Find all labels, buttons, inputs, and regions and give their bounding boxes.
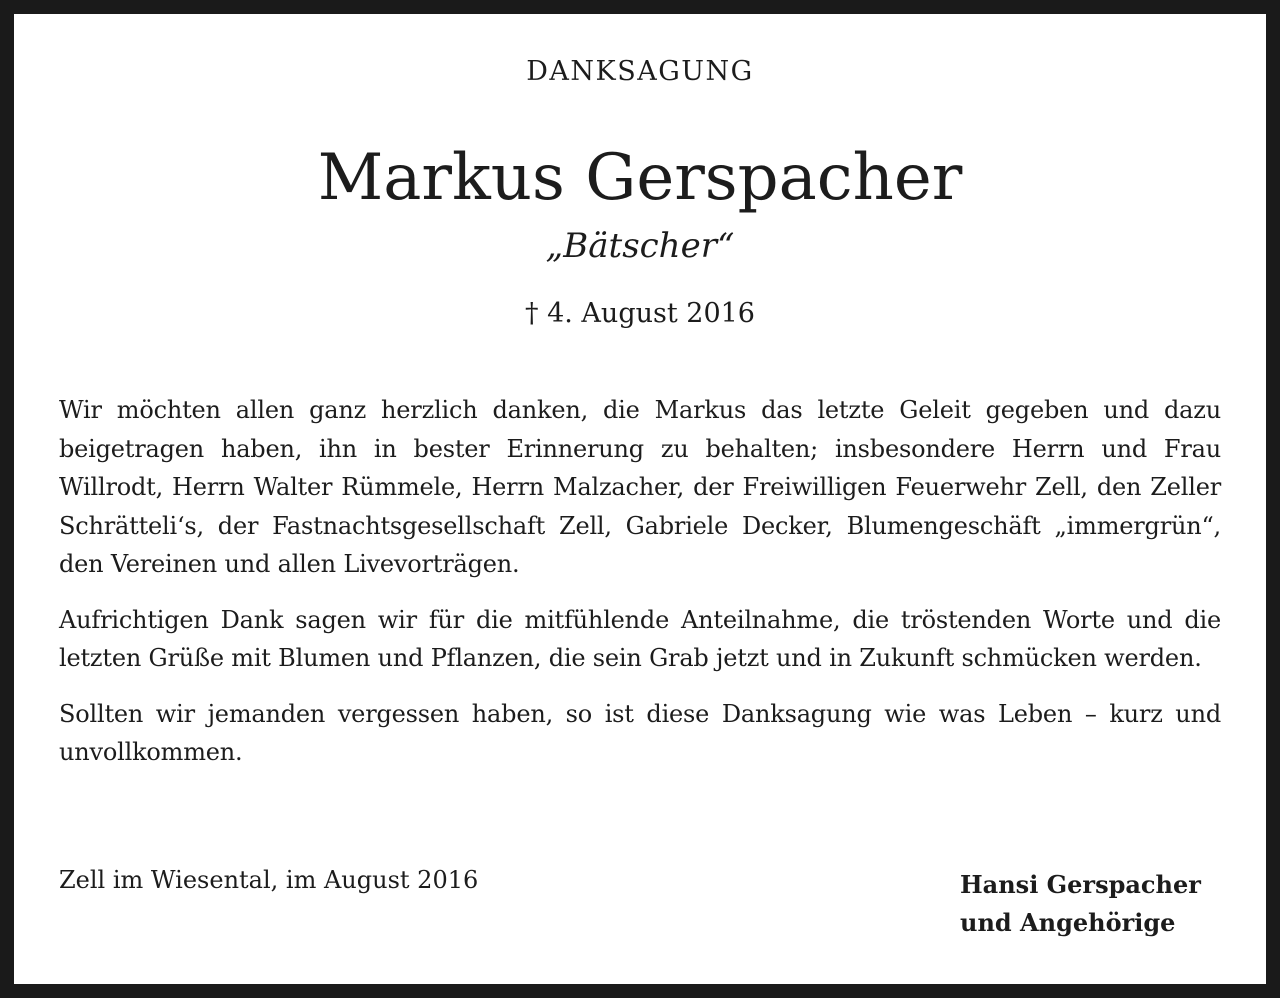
signature-block [960,866,1201,942]
notice-heading: DANKSAGUNG [526,56,754,87]
death-date: † 4. August 2016 [525,298,755,329]
paragraph-3: Sollten wir jemanden vergessen haben, so ist diese Danksagung wie was Leben – kurz und unvollkommen. [59,699,1221,766]
place-and-date: Zell im Wiesental, im August 2016 [59,866,479,894]
deceased-name: Markus Gerspacher [317,141,963,215]
paragraph-2: Aufrichtigen Dank sagen wir für die mitfühlende Anteilnahme, die tröstenden Worte und die letzten Grüße mit Blumen und Pflanzen, die sein Grab jetzt und in Zukunft schmücken werden. [59,605,1221,672]
obituary-notice [14,14,1266,984]
signature-line-1: Hansi Gerspacher [960,870,1201,899]
thank-you-text [59,391,1221,789]
paragraph-1: Wir möchten allen ganz herzlich danken, die Markus das letzte Geleit gegeben und dazu beigetragen haben, ihn in bester Erinnerung zu behalten; insbesondere Herrn und Frau Willrodt, Herrn Walter Rümmele, Herrn Malzacher, der Freiwilligen Feuerwehr Zell, den Zeller Schrätteli‘s, der Fastnachtsgesellschaft Zell, Gabriele Decker, Blumengeschäft „immergrün“, den Vereinen und allen Livevorträgen. [59,396,1221,578]
deceased-nickname: „Bätscher“ [545,226,735,266]
signature-line-2: und Angehörige [960,908,1176,937]
